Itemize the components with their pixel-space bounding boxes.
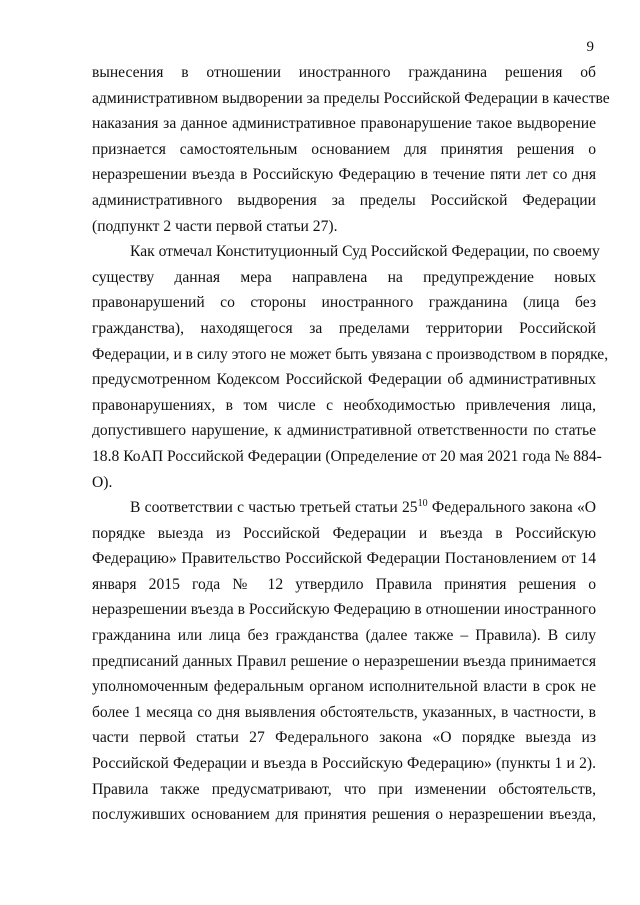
paragraph-3-line-1-text-before: В соответствии с частью третьей статьи 25 <box>130 499 418 517</box>
paragraph-2-line-6: предусмотренном Кодексом Российской Федерации об административных <box>92 371 596 389</box>
paragraph-2 <box>92 239 609 495</box>
paragraph-3-line-9: более 1 месяца со дня выявления обстоятельств, указанных, в частности, в <box>92 703 596 721</box>
paragraph-3-line-3: Федерацию» Правительство Российской Федерации Постановлением от 14 <box>92 550 596 568</box>
paragraph-2-line-9: 18.8 КоАП Российской Федерации (Определение от 20 мая 2021 года № 884- <box>92 447 602 465</box>
paragraph-3-line-13: послуживших основанием для принятия решения о неразрешении въезда, <box>92 806 596 824</box>
paragraph-3-line-6: гражданина или лица без гражданства (далее также – Правила). В силу <box>92 627 596 645</box>
paragraph-3-line-1-text-after: Федерального закона «О <box>427 499 596 517</box>
paragraph-2-line-5: Федерации, и в силу этого не может быть увязана с производством в порядке, <box>92 345 609 363</box>
paragraph-3-line-11: Российской Федерации и въезда в Российскую Федерацию» (пункты 1 и 2). <box>92 755 596 773</box>
paragraph-1-line-4: признается самостоятельным основанием для принятия решения о <box>92 140 596 158</box>
paragraph-1-line-7: (подпункт 2 части первой статьи 27). <box>92 217 338 235</box>
paragraph-1-line-1: вынесения в отношении иностранного гражданина решения об <box>92 64 596 81</box>
paragraph-3-line-8: уполномоченным федеральным органом исполнительной власти в срок не <box>92 678 596 696</box>
paragraph-2-line-4: гражданства), находящегося за пределами территории Российской <box>92 319 596 337</box>
paragraph-3-line-7: предписаний данных Правил решение о неразрешении въезда принимается <box>92 652 596 670</box>
paragraph-1-line-5: неразрешении въезда в Российскую Федерацию в течение пяти лет со дня <box>92 166 596 184</box>
paragraph-2-line-3: правонарушений со стороны иностранного гражданина (лица без <box>92 294 596 312</box>
paragraph-3 <box>92 495 596 828</box>
paragraph-1-line-6: административного выдворения за пределы Российской Федерации <box>92 191 596 209</box>
paragraph-2-line-1: Как отмечал Конституционный Суд Российской Федерации, по своему <box>130 243 600 261</box>
paragraph-3-line-5: неразрешении въезда в Российскую Федерацию в отношении иностранного <box>92 601 596 619</box>
paragraph-2-line-8: допустившего нарушение, к административной ответственности по статье <box>92 422 596 440</box>
paragraph-3-line-1 <box>92 495 596 521</box>
page-number: 9 <box>586 39 594 55</box>
paragraph-3-line-10: части первой статьи 27 Федерального закона «О порядке выезда из <box>92 729 596 747</box>
document-body <box>92 60 610 828</box>
paragraph-1-line-3: наказания за данное административное правонарушение такое выдворение <box>92 115 596 133</box>
paragraph-3-line-4: января 2015 года № 12 утвердило Правила принятия решения о <box>92 575 596 593</box>
paragraph-2-line-2: существу данная мера направлена на предупреждение новых <box>92 268 596 286</box>
paragraph-3-line-12: Правила также предусматривают, что при изменении обстоятельств, <box>92 780 596 798</box>
paragraph-2-line-7: правонарушениях, в том числе с необходимостью привлечения лица, <box>92 396 596 414</box>
article-superscript: 10 <box>417 497 428 509</box>
paragraph-2-line-10: О). <box>92 473 113 491</box>
paragraph-1-line-2: административном выдворении за пределы Российской Федерации в качестве <box>92 89 610 107</box>
paragraph-3-line-2: порядке выезда из Российской Федерации и въезда в Российскую <box>92 524 596 542</box>
paragraph-1 <box>92 60 610 239</box>
